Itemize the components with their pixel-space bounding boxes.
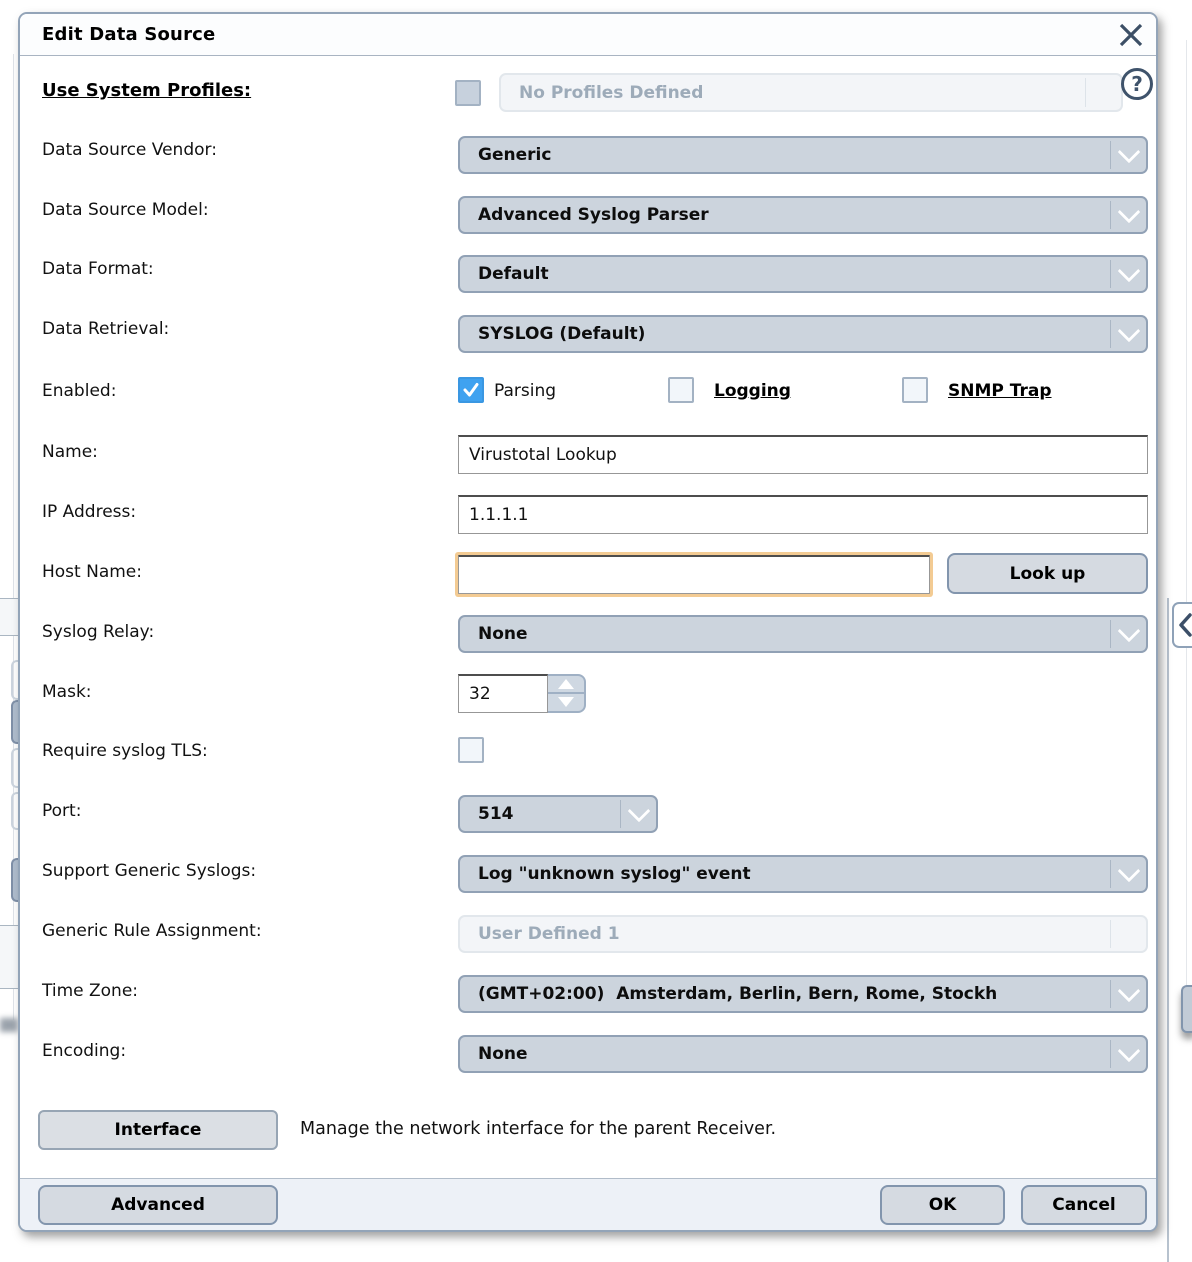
syslog-relay-label: Syslog Relay: (42, 622, 155, 642)
enabled-label: Enabled: (42, 381, 117, 401)
generic-syslogs-label: Support Generic Syslogs: (42, 861, 257, 881)
format-label: Data Format: (42, 259, 154, 279)
timezone-select-value: (GMT+02:00) Amsterdam, Berlin, Bern, Rome, Stockh (478, 984, 998, 1004)
require-tls-label: Require syslog TLS: (42, 741, 208, 761)
timezone-label: Time Zone: (42, 981, 139, 1001)
syslog-relay-select[interactable] (458, 615, 1148, 653)
down-arrow-icon (558, 697, 574, 707)
ip-address-label: IP Address: (42, 502, 137, 522)
name-label: Name: (42, 442, 98, 462)
generic-rule-select-value: User Defined 1 (478, 924, 620, 944)
profiles-select (499, 73, 1123, 112)
generic-rule-label: Generic Rule Assignment: (42, 921, 262, 941)
encoding-select-value: None (478, 1044, 528, 1064)
close-icon (1116, 20, 1146, 50)
underlying-panel-edge (0, 925, 18, 989)
help-icon[interactable]: ? (1121, 68, 1153, 100)
logging-checkbox-label[interactable]: Logging (714, 381, 791, 401)
vendor-label: Data Source Vendor: (42, 140, 217, 160)
dialog-title: Edit Data Source (42, 24, 216, 45)
model-select[interactable] (458, 196, 1148, 234)
vendor-select[interactable] (458, 136, 1148, 174)
cancel-button[interactable]: Cancel (1021, 1185, 1147, 1225)
chevron-down-icon (1110, 860, 1146, 888)
dialog-titlebar (20, 14, 1156, 56)
chevron-down-icon (1110, 920, 1146, 948)
format-select[interactable] (458, 255, 1148, 293)
logging-checkbox[interactable] (668, 377, 694, 403)
retrieval-select-value: SYSLOG (Default) (478, 324, 646, 344)
vendor-select-value: Generic (478, 145, 552, 165)
interface-caption: Manage the network interface for the parent Receiver. (300, 1119, 777, 1139)
up-arrow-icon (558, 679, 574, 689)
generic-syslogs-select[interactable] (458, 855, 1148, 893)
retrieval-label: Data Retrieval: (42, 319, 170, 339)
chevron-down-icon (620, 800, 656, 828)
edit-data-source-dialog (18, 12, 1158, 1232)
host-name-input[interactable] (458, 555, 930, 594)
close-button[interactable] (1114, 19, 1148, 51)
chevron-down-icon (1110, 260, 1146, 288)
spinner-down-button[interactable] (548, 694, 584, 712)
chevron-down-icon (1085, 78, 1121, 107)
port-label: Port: (42, 801, 82, 821)
use-system-profiles-link[interactable]: Use System Profiles: (42, 80, 252, 101)
underlying-panel-right-border (1167, 598, 1169, 1262)
underlying-window-shadow (0, 1018, 18, 1032)
chevron-down-icon (1110, 620, 1146, 648)
model-label: Data Source Model: (42, 200, 209, 220)
chevron-down-icon (1110, 201, 1146, 229)
advanced-button[interactable]: Advanced (38, 1185, 278, 1225)
chevron-down-icon (1110, 1040, 1146, 1068)
syslog-relay-select-value: None (478, 624, 528, 644)
panel-collapse-button[interactable] (1172, 602, 1192, 648)
underlying-window-right-border (1186, 40, 1187, 1010)
chevron-down-icon (1110, 980, 1146, 1008)
mask-input[interactable] (458, 674, 548, 713)
format-select-value: Default (478, 264, 549, 284)
name-input[interactable] (458, 435, 1148, 474)
timezone-select[interactable] (458, 975, 1148, 1013)
snmp-trap-checkbox[interactable] (902, 377, 928, 403)
look-up-button[interactable]: Look up (947, 553, 1148, 594)
chevron-down-icon (1110, 141, 1146, 169)
port-select-value: 514 (478, 804, 514, 824)
ip-address-input[interactable] (458, 495, 1148, 534)
spinner-up-button[interactable] (548, 676, 584, 694)
port-select[interactable] (458, 795, 658, 833)
generic-rule-select (458, 915, 1148, 953)
ok-button[interactable]: OK (880, 1185, 1005, 1225)
left-chevron-icon (1177, 612, 1192, 638)
encoding-select[interactable] (458, 1035, 1148, 1073)
generic-syslogs-select-value: Log "unknown syslog" event (478, 864, 751, 884)
mask-spinner (548, 674, 586, 713)
require-tls-checkbox[interactable] (458, 737, 484, 763)
profiles-select-value: No Profiles Defined (519, 82, 704, 103)
underlying-button-fragment-right (1181, 985, 1192, 1033)
retrieval-select[interactable] (458, 315, 1148, 353)
encoding-label: Encoding: (42, 1041, 127, 1061)
parsing-checkbox[interactable] (458, 377, 484, 403)
parsing-checkbox-label: Parsing (494, 381, 557, 401)
host-name-label: Host Name: (42, 562, 142, 582)
dialog-footer (20, 1178, 1156, 1230)
chevron-down-icon (1110, 320, 1146, 348)
model-select-value: Advanced Syslog Parser (478, 205, 709, 225)
mask-label: Mask: (42, 682, 92, 702)
snmp-trap-checkbox-label[interactable]: SNMP Trap (948, 381, 1052, 401)
interface-button[interactable]: Interface (38, 1110, 278, 1150)
underlying-panel-edge (0, 598, 18, 636)
use-system-profiles-checkbox[interactable] (455, 80, 481, 106)
